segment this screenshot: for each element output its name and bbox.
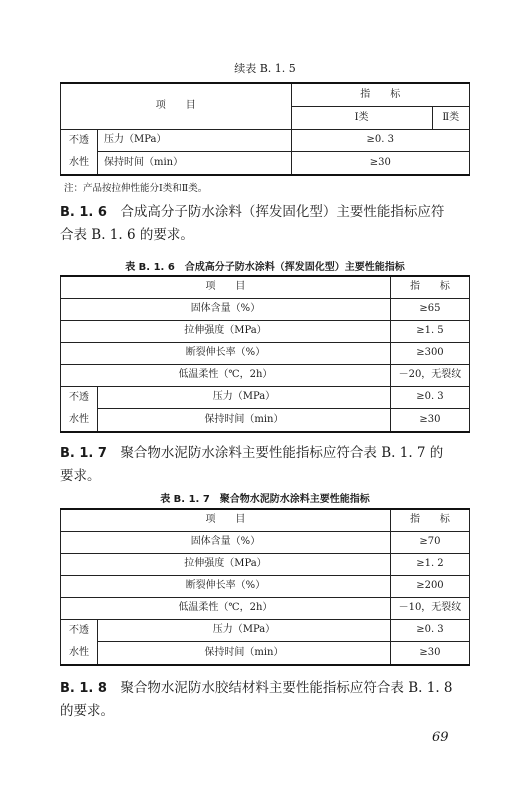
paragraph-text: 合表 B. 1. 6 的要求。 [60, 227, 194, 243]
row-label: 低温柔性（℃，2h） [61, 364, 391, 386]
group-label-line2: 水性 [69, 156, 89, 168]
row-label: 断裂伸长率（%） [61, 575, 391, 597]
row-value: ≥30 [390, 642, 469, 665]
row-value: ≥200 [390, 575, 469, 597]
section-number: B. 1. 6 [60, 205, 107, 220]
row-value: ≥1. 5 [390, 320, 469, 342]
row-value: －20，无裂纹 [390, 364, 469, 386]
row-label: 拉伸强度（MPa） [61, 320, 391, 342]
paragraph-b17 [60, 442, 480, 487]
group-label-line1: 不透 [69, 624, 89, 636]
group-label [61, 129, 98, 175]
group-label-line2: 水性 [69, 646, 89, 658]
group-label [61, 386, 98, 432]
row-label: 压力（MPa） [98, 619, 391, 642]
row-label: 断裂伸长率（%） [61, 342, 391, 364]
row-label: 保持时间（min） [98, 642, 391, 665]
row-value: －10，无裂纹 [390, 597, 469, 619]
row-value: ≥30 [390, 409, 469, 432]
row-value: ≥0. 3 [390, 386, 469, 409]
header-index: 指 标 [390, 509, 469, 531]
paragraph-b16 [60, 201, 480, 246]
row-label: 固体含量（%） [61, 298, 391, 320]
group-label-line1: 不透 [69, 134, 89, 146]
row-label: 固体含量（%） [61, 531, 391, 553]
row-label: 保持时间（min） [98, 152, 292, 175]
table-b17 [60, 508, 470, 666]
paragraph-text: 聚合物水泥防水胶结材料主要性能指标应符合表 B. 1. 8 [120, 680, 453, 696]
paragraph-text: 要求。 [60, 468, 101, 484]
table-note: 注：产品按拉伸性能分Ⅰ类和Ⅱ类。 [64, 183, 208, 194]
paragraph-text: 的要求。 [60, 703, 114, 719]
row-label: 压力（MPa） [98, 386, 391, 409]
page-number: 69 [432, 730, 449, 745]
row-value: ≥0. 3 [390, 619, 469, 642]
group-label [61, 619, 98, 665]
paragraph-b18 [60, 677, 480, 722]
header-item: 项 目 [61, 509, 391, 531]
header-index: 指 标 [291, 83, 469, 106]
section-number: B. 1. 8 [60, 681, 107, 696]
table-b15-cont [60, 82, 470, 176]
row-label: 拉伸强度（MPa） [61, 553, 391, 575]
row-label: 低温柔性（℃，2h） [61, 597, 391, 619]
table-caption: 续表 B. 1. 5 [234, 62, 296, 75]
row-label: 保持时间（min） [98, 409, 391, 432]
paragraph-text: 合成高分子防水涂料（挥发固化型）主要性能指标应符 [120, 204, 445, 220]
header-item: 项 目 [61, 276, 391, 298]
row-value: ≥0. 3 [291, 129, 469, 152]
header-index: 指 标 [390, 276, 469, 298]
header-item: 项 目 [61, 83, 292, 129]
row-value: ≥65 [390, 298, 469, 320]
row-value: ≥30 [291, 152, 469, 175]
table-caption: 表 B. 1. 7 聚合物水泥防水涂料主要性能指标 [160, 494, 370, 505]
row-value: ≥1. 2 [390, 553, 469, 575]
group-label-line1: 不透 [69, 391, 89, 403]
header-class-2: Ⅱ类 [432, 106, 469, 129]
section-number: B. 1. 7 [60, 446, 107, 461]
header-class-1: Ⅰ类 [291, 106, 432, 129]
group-label-line2: 水性 [69, 413, 89, 425]
paragraph-text: 聚合物水泥防水涂料主要性能指标应符合表 B. 1. 7 的 [120, 445, 444, 461]
table-b16 [60, 275, 470, 433]
row-label: 压力（MPa） [98, 129, 292, 152]
table-caption: 表 B. 1. 6 合成高分子防水涂料（挥发固化型）主要性能指标 [125, 262, 405, 273]
row-value: ≥70 [390, 531, 469, 553]
row-value: ≥300 [390, 342, 469, 364]
